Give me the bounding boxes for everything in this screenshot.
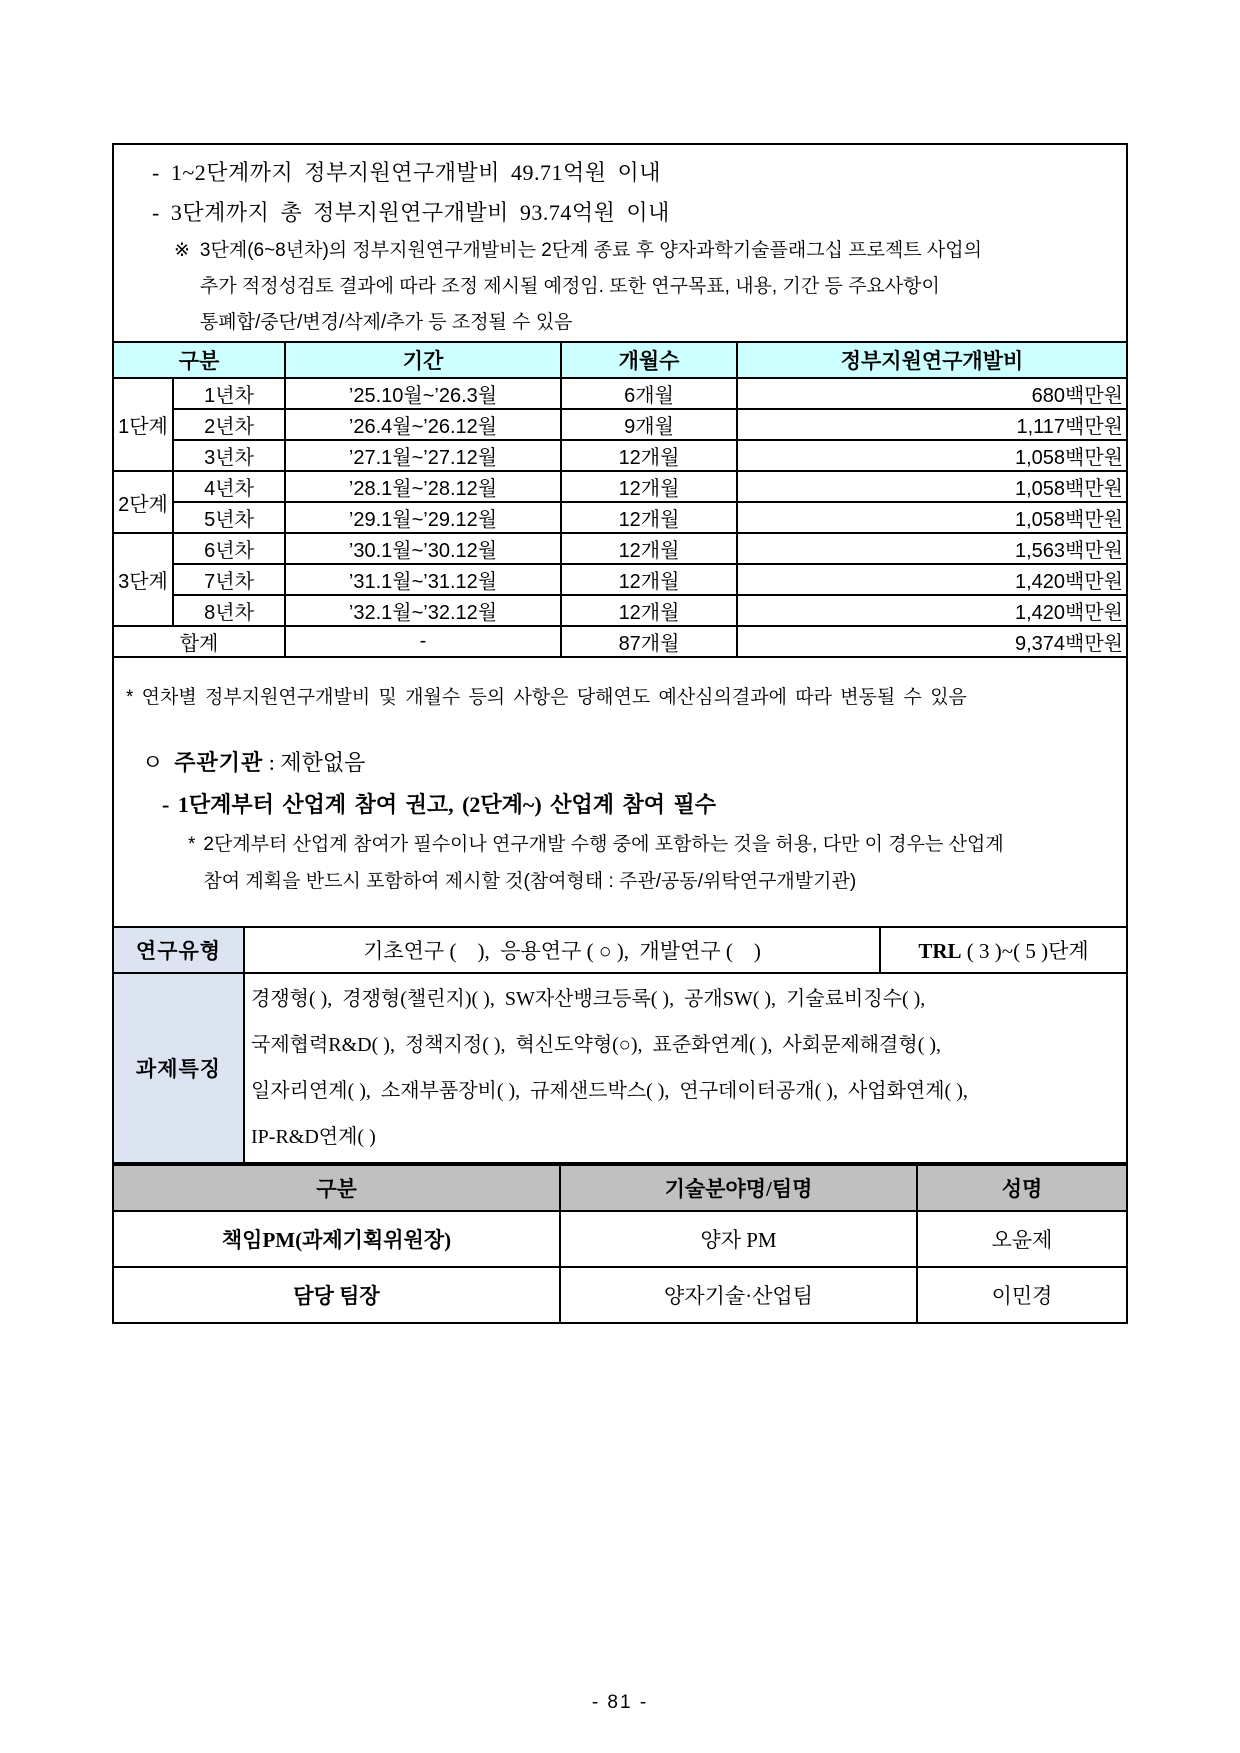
task-features-label: 과제특징	[113, 973, 244, 1163]
header-budget: 정부지원연구개발비	[737, 342, 1127, 378]
months-cell: 12개월	[561, 564, 737, 595]
months-cell: 12개월	[561, 471, 737, 502]
amount-cell: 1,117백만원	[737, 409, 1127, 440]
task-features-content	[244, 973, 1127, 1163]
amount-cell: 1,563백만원	[737, 533, 1127, 564]
research-type-row	[113, 927, 1127, 973]
amount-cell: 1,420백만원	[737, 595, 1127, 626]
schedule-table	[112, 341, 1128, 658]
org-heading-line	[122, 742, 1118, 784]
reference-note-line: 통폐합/중단/변경/삭제/추가 등 조정될 수 있음	[199, 312, 573, 333]
total-period-cell: -	[285, 626, 561, 657]
schedule-total-row	[113, 626, 1127, 657]
header-months: 개월수	[561, 342, 737, 378]
year-cell: 4년차	[173, 471, 285, 502]
trl-value: ( 3 )~( 5 )단계	[961, 939, 1089, 963]
pm-row	[113, 1211, 1127, 1267]
schedule-row	[113, 502, 1127, 533]
months-cell: 9개월	[561, 409, 737, 440]
pm-role-cell: 책임PM(과제기획위원장)	[113, 1211, 560, 1267]
task-features-line: 일자리연계( ), 소재부품장비( ), 규제샌드박스( ), 연구데이터공개( ), 사업화연계( ),	[251, 1080, 968, 1102]
header-period: 기간	[285, 342, 561, 378]
amount-cell: 680백만원	[737, 378, 1127, 409]
org-title: 주관기관	[174, 750, 264, 775]
org-note-lines	[203, 826, 1003, 900]
amount-cell: 1,058백만원	[737, 440, 1127, 471]
total-amount-cell: 9,374백만원	[737, 626, 1127, 657]
research-type-table	[112, 926, 1128, 1164]
months-cell: 12개월	[561, 533, 737, 564]
total-months-cell: 87개월	[561, 626, 737, 657]
pm-row	[113, 1267, 1127, 1323]
period-cell: ’29.1월~’29.12월	[285, 502, 561, 533]
year-cell: 7년차	[173, 564, 285, 595]
period-cell: ’32.1월~’32.12월	[285, 595, 561, 626]
funding-reference-note	[122, 233, 1118, 341]
org-section	[112, 658, 1128, 926]
period-cell: ’27.1월~’27.12월	[285, 440, 561, 471]
org-sub-bullet: - 1단계부터 산업계 참여 권고, (2단계~) 산업계 참여 필수	[162, 792, 716, 817]
pm-header-name: 성명	[917, 1165, 1127, 1211]
page-number: - 81 -	[591, 1692, 649, 1713]
reference-note-line: 3단계(6~8년차)의 정부지원연구개발비는 2단계 종료 후 양자과학기술플래그십 프로젝트 사업의	[199, 240, 982, 261]
reference-note-line: 추가 적정성검토 결과에 따라 조정 제시될 예정임. 또한 연구목표, 내용, 기간 등 주요사항이	[199, 276, 940, 297]
pm-table	[112, 1164, 1128, 1324]
period-cell: ’26.4월~’26.12월	[285, 409, 561, 440]
total-label-cell: 합계	[113, 626, 285, 657]
year-cell: 6년차	[173, 533, 285, 564]
months-cell: 12개월	[561, 595, 737, 626]
schedule-row	[113, 378, 1127, 409]
org-bullet-marker: ㅇ	[142, 750, 164, 775]
org-note-line: 참여 계획을 반드시 포함하여 제시할 것(참여형태 : 주관/공동/위탁연구개발기관)	[203, 871, 857, 892]
amount-cell: 1,058백만원	[737, 502, 1127, 533]
org-note-line: 2단계부터 산업계 참여가 필수이나 연구개발 수행 중에 포함하는 것을 허용, 다만 이 경우는 산업계	[203, 834, 1004, 855]
months-cell: 12개월	[561, 502, 737, 533]
schedule-header-row	[113, 342, 1127, 378]
research-type-options: 기초연구 ( ), 응용연구 ( ○ ), 개발연구 ( )	[244, 927, 880, 973]
period-cell: ’30.1월~’30.12월	[285, 533, 561, 564]
funding-section	[112, 143, 1128, 341]
schedule-row	[113, 440, 1127, 471]
asterisk-mark: *	[188, 834, 196, 855]
trl-label: TRL	[918, 939, 962, 963]
task-features-line: 국제협력R&D( ), 정책지정( ), 혁신도약형(○), 표준화연계( ), 사회문제해결형( ),	[251, 1034, 942, 1056]
pm-field-cell: 양자기술·산업팀	[560, 1267, 917, 1323]
schedule-row	[113, 595, 1127, 626]
schedule-row	[113, 564, 1127, 595]
pm-name-cell: 이민경	[917, 1267, 1127, 1323]
header-category: 구분	[113, 342, 285, 378]
months-cell: 6개월	[561, 378, 737, 409]
period-cell: ’31.1월~’31.12월	[285, 564, 561, 595]
stage-cell: 2단계	[113, 471, 173, 533]
year-cell: 1년차	[173, 378, 285, 409]
year-cell: 5년차	[173, 502, 285, 533]
reference-mark: ※	[174, 240, 190, 261]
stage-cell: 1단계	[113, 378, 173, 471]
schedule-footnote: * 연차별 정부지원연구개발비 및 개월수 등의 사항은 당해연도 예산심의결과에 따라 변동될 수 있음	[126, 687, 967, 708]
pm-header-field: 기술분야명/팀명	[560, 1165, 917, 1211]
amount-cell: 1,058백만원	[737, 471, 1127, 502]
task-features-line: 경쟁형( ), 경쟁형(챌린지)( ), SW자산뱅크등록( ), 공개SW( ), 기술료비징수( ),	[251, 988, 926, 1010]
period-cell: ’28.1월~’28.12월	[285, 471, 561, 502]
pm-role-cell: 담당 팀장	[113, 1267, 560, 1323]
task-features-line: IP-R&D연계( )	[251, 1126, 376, 1148]
schedule-row	[113, 409, 1127, 440]
year-cell: 3년차	[173, 440, 285, 471]
amount-cell: 1,420백만원	[737, 564, 1127, 595]
document-content	[112, 143, 1128, 1324]
schedule-row	[113, 471, 1127, 502]
research-type-label: 연구유형	[113, 927, 244, 973]
reference-note-lines	[200, 233, 982, 341]
trl-cell	[880, 927, 1127, 973]
schedule-row	[113, 533, 1127, 564]
pm-field-cell: 양자 PM	[560, 1211, 917, 1267]
org-note	[122, 826, 1118, 900]
funding-bullet-2: - 3단계까지 총 정부지원연구개발비 93.74억원 이내	[152, 200, 670, 225]
period-cell: ’25.10월~’26.3월	[285, 378, 561, 409]
task-features-row	[113, 973, 1127, 1163]
months-cell: 12개월	[561, 440, 737, 471]
year-cell: 8년차	[173, 595, 285, 626]
stage-cell: 3단계	[113, 533, 173, 626]
pm-name-cell: 오윤제	[917, 1211, 1127, 1267]
funding-bullet-1: - 1~2단계까지 정부지원연구개발비 49.71억원 이내	[152, 160, 662, 185]
pm-header-category: 구분	[113, 1165, 560, 1211]
year-cell: 2년차	[173, 409, 285, 440]
pm-header-row	[113, 1165, 1127, 1211]
org-value: : 제한없음	[263, 750, 366, 775]
